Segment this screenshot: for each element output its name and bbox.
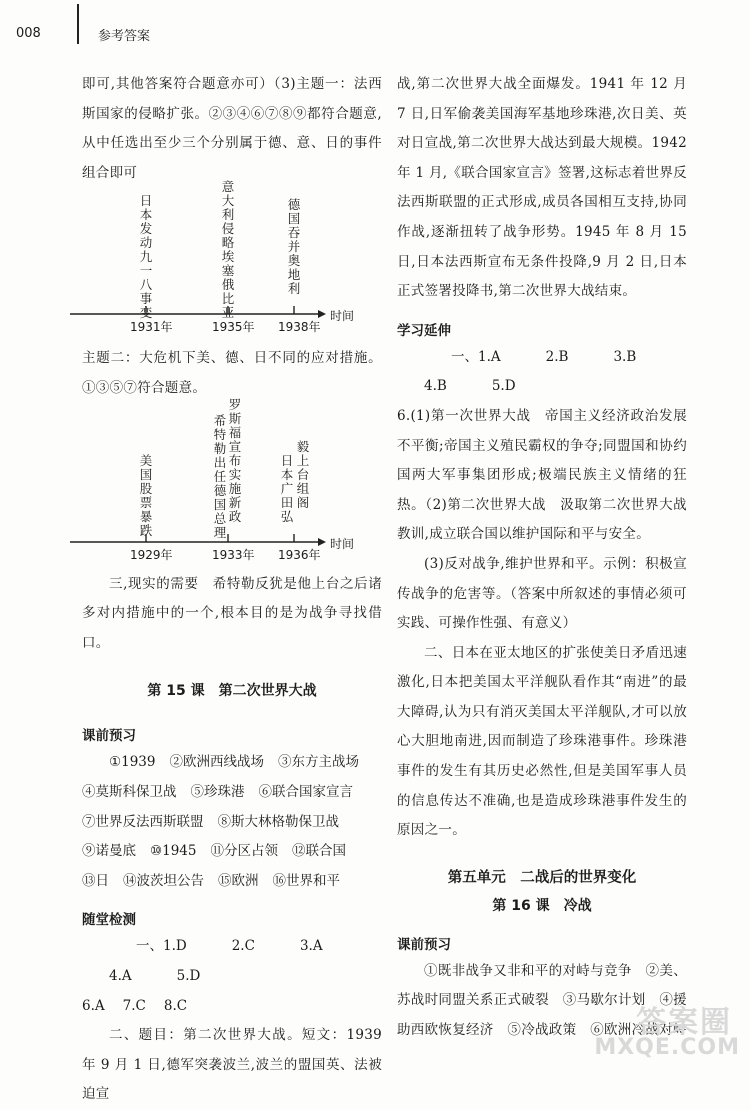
right-column bbox=[397, 70, 687, 1046]
timeline-event: 罗斯福宣布实施新政 bbox=[228, 396, 242, 524]
header-title: 参考答案 bbox=[98, 29, 151, 44]
header-divider bbox=[77, 4, 79, 44]
answer-paragraph: 二、日本在亚太地区的扩张使美日矛盾迅速激化,日本把美国太平洋舰队看作其“南进”的最大障碍,认为只有消灭美国太平洋舰队,才可以放心大胆地南进,因而制造了珍珠港事件。珍珠港事件的发生有其历史必然性,但是美国军事人员的信息传达不准确,也是造成珍珠港事件发生的原因之一。 bbox=[397, 644, 687, 839]
answer-paragraph: 三,现实的需要 希特勒反犹是他上台之后诸多对内措施中的一个,根本目的是为战争寻找借口。 bbox=[82, 575, 382, 651]
list-item: ⑬日 ⑭波茨坦公告 ⑮欧洲 ⑯世界和平 bbox=[82, 872, 340, 889]
multiple-choice-answers: 一、1.A 2.B 3.B4.B 5.D bbox=[424, 348, 637, 395]
answer-paragraph: ①既非战争又非和平的对峙与竞争 ②美、苏战时同盟关系正式破裂 ③马歇尔计划 ④援助西欧恢复经济 ⑤冷战政策 ⑥欧洲冷战对峙 bbox=[397, 962, 687, 1039]
timeline-year: 1933年 bbox=[212, 547, 255, 562]
timeline-crisis-responses bbox=[70, 396, 390, 570]
answer-paragraph: 二、题目：第二次世界大战。短文：1939 年 9 月 1 日,德军突袭波兰,波兰的盟国英、法被迫宣 bbox=[82, 1027, 382, 1103]
lesson-title: 第 16 课 冷战 bbox=[492, 897, 592, 914]
left-column bbox=[82, 70, 382, 1110]
multiple-choice-answers: 一、1.D 2.C 3.A4.A 5.D bbox=[109, 938, 323, 984]
timeline-year: 1929年 bbox=[130, 547, 173, 562]
answer-paragraph: (3)反对战争,维护世界和平。示例：积极宣传战争的危害等。（答案中所叙述的事情必须可实践、可操作性强、有意义） bbox=[397, 555, 687, 632]
list-item: ④莫斯科保卫战 ⑤珍珠港 ⑥联合国家宣言 bbox=[82, 783, 353, 800]
timeline-axis-label: 时间 bbox=[330, 309, 355, 324]
list-item: ①1939 ②欧洲西线战场 ③东方主战场 bbox=[109, 754, 359, 771]
answer-paragraph: 即可,其他答案符合题意亦可）（3)主题一：法西斯国家的侵略扩张。②③④⑥⑦⑧⑨都符合题意,从中任选出至少三个分别属于德、意、日的事件组合即可 bbox=[82, 76, 382, 181]
timeline-event: 美国股票暴跌 bbox=[139, 452, 153, 538]
section-label: 随堂检测 bbox=[82, 912, 136, 929]
timeline-year: 1938年 bbox=[278, 320, 321, 335]
timeline-event: 希特勒出任德国总理 bbox=[213, 412, 227, 540]
timeline-year: 1935年 bbox=[212, 320, 255, 335]
page-number: 008 bbox=[16, 26, 41, 41]
section-label: 学习延伸 bbox=[397, 322, 451, 339]
timeline-fascist-expansion bbox=[70, 179, 390, 344]
preview-answers-cont bbox=[82, 778, 382, 896]
section-label: 课前预习 bbox=[82, 728, 136, 745]
timeline-event: 日本发动九一八事变 bbox=[139, 193, 153, 321]
preview-answers bbox=[82, 748, 382, 778]
timeline-event: 德国吞并奥地利 bbox=[287, 197, 301, 297]
timeline-event: 意大利侵略埃塞俄比亚 bbox=[221, 179, 235, 321]
answer-paragraph: 主题二：大危机下美、德、日不同的应对措施。①③⑤⑦符合题意。 bbox=[82, 350, 382, 396]
lesson-title: 第 15 课 第二次世界大战 bbox=[147, 683, 317, 700]
multiple-choice-answers: 6.A 7.C 8.C bbox=[82, 997, 188, 1014]
list-item: ⑦世界反法西斯联盟 ⑧斯大林格勒保卫战 bbox=[82, 813, 339, 830]
answer-paragraph: 战,第二次世界大战全面爆发。1941 年 12 月 7 日,日军偷袭美国海军基地珍珠港,次日美、英对日宣战,第二次世界大战达到最大规模。1942 年 1 月,《联合国家宣言》签署,这标志着世界反法西斯联盟的正式形成,成员各国相互支持,协同作战,逐渐扭转了战争形势。1945 年 8 月 15 日,日本法西斯宣布无条件投降,9 月 2 日,日本正式签署投降书,第二次世界大战结束。 bbox=[397, 76, 687, 300]
timeline-event: 日本广田弘 bbox=[280, 452, 294, 524]
timeline-year: 1936年 bbox=[278, 547, 321, 562]
unit-title: 第五单元 二战后的世界变化 bbox=[447, 869, 637, 886]
timeline-event: 毅上台组阁 bbox=[296, 438, 310, 510]
section-label: 课前预习 bbox=[397, 936, 451, 953]
page-header bbox=[0, 0, 750, 50]
watermark-logo: 答案圈 MXQE.COM bbox=[594, 1005, 740, 1060]
timeline-axis-label: 时间 bbox=[330, 536, 355, 551]
timeline-year: 1931年 bbox=[130, 320, 173, 335]
answer-paragraph: 6.(1)第一次世界大战 帝国主义经济政治发展不平衡;帝国主义殖民霸权的争夺;同盟国和协约国两大军事集团形成;极端民族主义情绪的狂热。（2)第二次世界大战 汲取第二次世界大战教训,成立联合国以维护国际和平与安全。 bbox=[397, 407, 687, 543]
list-item: ⑨诺曼底 ⑩1945 ⑪分区占领 ⑫联合国 bbox=[82, 843, 346, 860]
